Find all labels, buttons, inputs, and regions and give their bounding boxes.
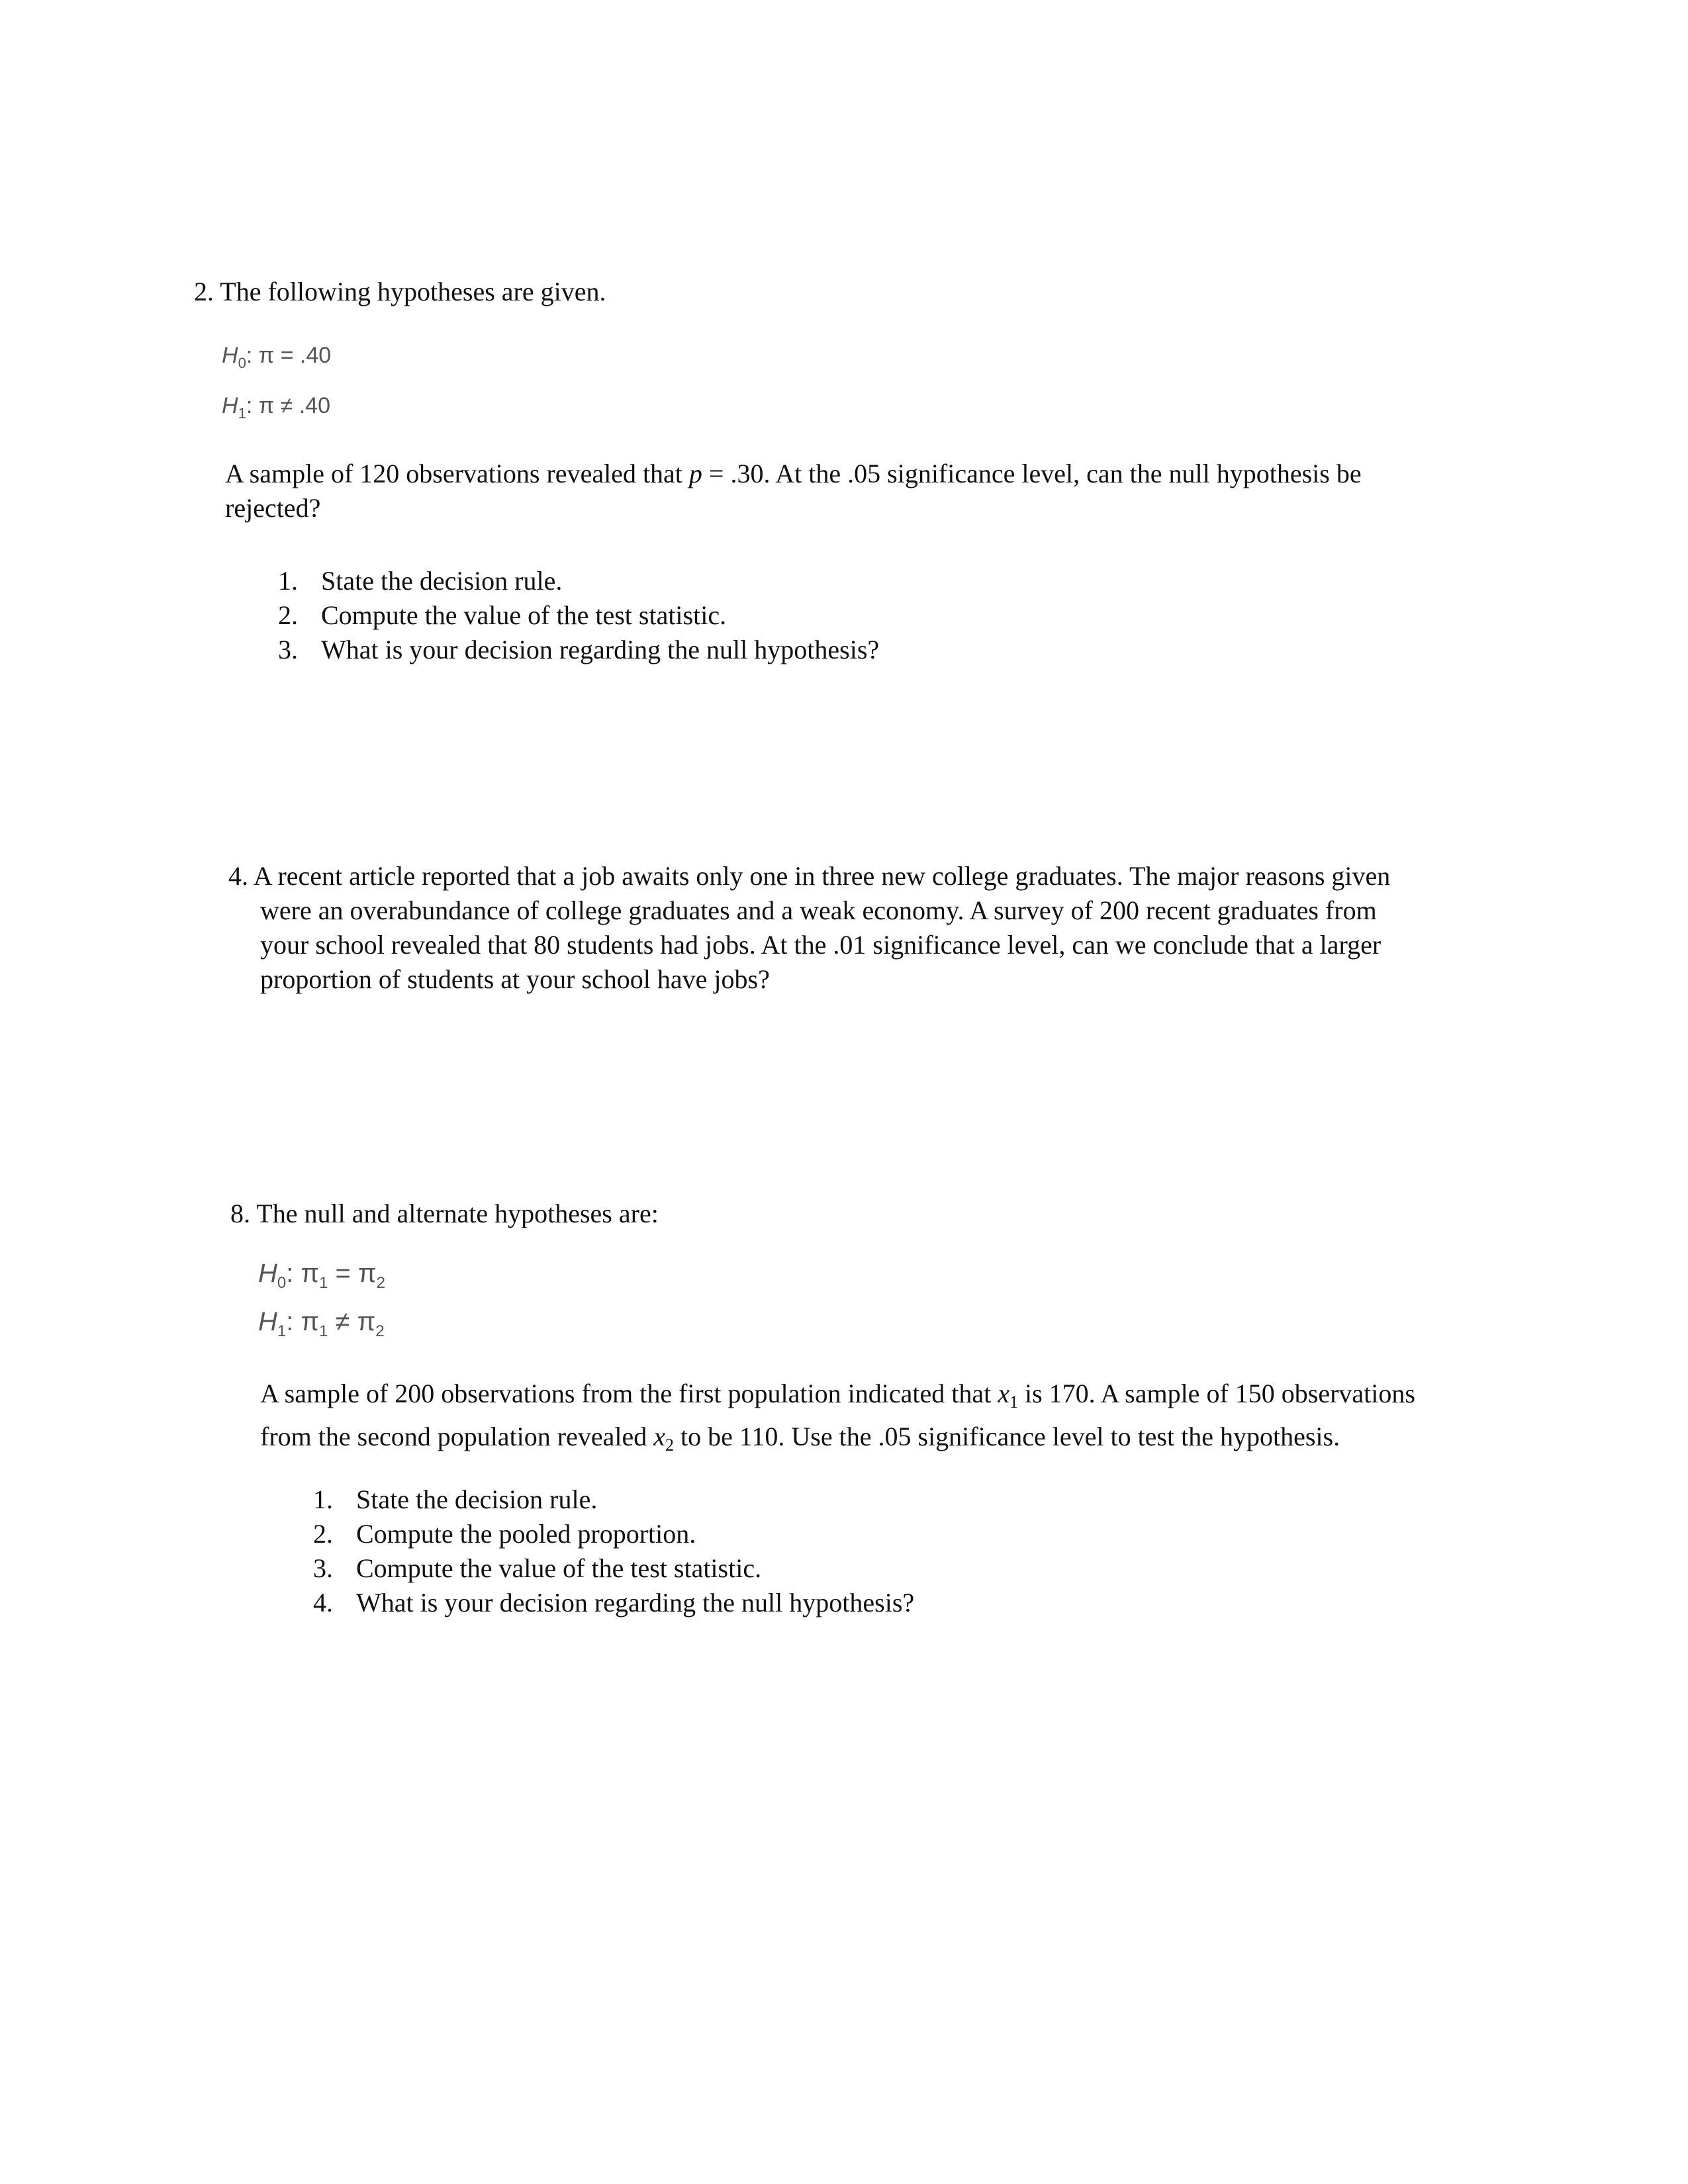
list-item: 1. State the decision rule. bbox=[313, 1484, 598, 1514]
list-item: 1. State the decision rule. bbox=[278, 566, 563, 596]
list-item: 3. Compute the value of the test statistic. bbox=[313, 1553, 762, 1583]
q2-subquestions bbox=[258, 564, 879, 667]
q8-heading bbox=[230, 1197, 659, 1231]
q4-paragraph: 4. A recent article reported that a job awaits only one in three new college graduates. The major reasons given were an overabundance of college graduates and a weak economy. A survey of 200 recent graduates from your school revealed that 80 students had jobs. At the .01 significance level, can we conclude that a larger proportion of students at your school have jobs? bbox=[228, 861, 1391, 994]
q2-hypotheses bbox=[222, 334, 331, 435]
list-item: 2. Compute the value of the test statistic. bbox=[278, 600, 727, 630]
list-item: 4. What is your decision regarding the null hypothesis? bbox=[313, 1588, 915, 1617]
q8-alternate-hypothesis: $H_1$: $\pi_1 \ne \pi_2$ bbox=[258, 1307, 385, 1340]
q2-alternate-hypothesis: $H_1$: π ≠ .40 bbox=[222, 392, 330, 422]
list-item: 2. Compute the pooled proportion. bbox=[313, 1519, 696, 1549]
q2-paragraph: A sample of 120 observations revealed that p = .30. At the .05 significance level, can the null hypothesis be rejected? bbox=[225, 459, 1362, 523]
q8-null-hypothesis: $H_0$: $\pi_1 = \pi_2$ bbox=[258, 1259, 385, 1292]
q8-subquestions bbox=[293, 1482, 914, 1620]
q2-null-hypothesis: $H_0$: π = .40 bbox=[222, 343, 332, 371]
q8-paragraph: A sample of 200 observations from the first population indicated that $x_1$ is 170. A sample of 150 observations from the second population revealed $x_2$ to be 110. Use the .05 significance level to test the hypothesis. bbox=[260, 1379, 1415, 1455]
q8-heading-text: 8. The null and alternate hypotheses are: bbox=[230, 1199, 659, 1228]
q8-hypotheses bbox=[258, 1254, 385, 1351]
q2-heading bbox=[194, 275, 606, 309]
list-item: 3. What is your decision regarding the null hypothesis? bbox=[278, 635, 880, 664]
q2-heading-text: 2. The following hypotheses are given. bbox=[194, 277, 606, 306]
